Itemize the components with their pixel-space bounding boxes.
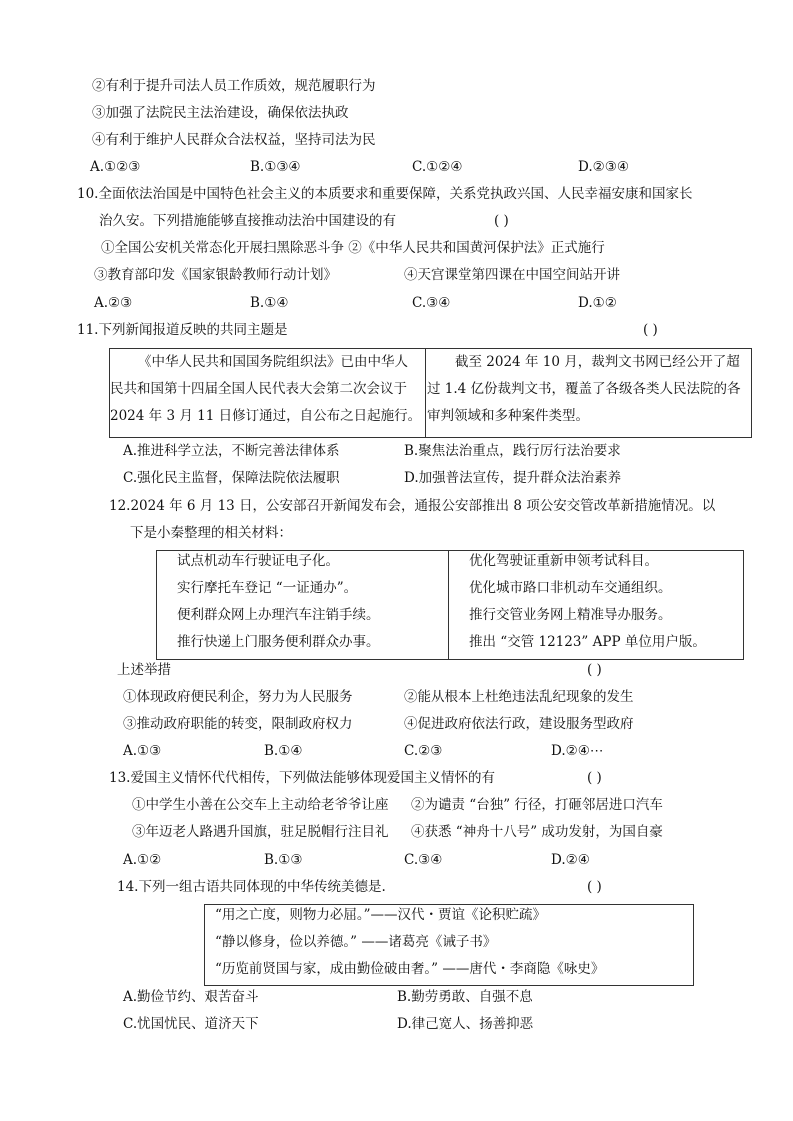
q9-option-a: A.①②③ [90, 159, 141, 175]
q11-option-d: D.加强普法宣传，提升群众法治素养 [404, 470, 622, 486]
q11-right-line3: 审判领域和多种案件类型。 [427, 408, 589, 424]
q10-item-3: ③教育部印发《国家银龄教师行动计划》 [94, 267, 337, 283]
q14-option-b: B.勤劳勇敢、自强不息 [397, 989, 533, 1005]
q9-option-c: C.①②④ [412, 159, 463, 175]
q13-item-1: ①中学生小善在公交车上主动给老爷爷让座 [132, 797, 389, 813]
q9-item-4: ④有利于维护人民群众合法权益，坚持司法为民 [92, 132, 376, 148]
q12-option-d: D.②④⋯ [551, 743, 604, 759]
q9-item-3: ③加强了法院民主法治建设，确保依法执政 [92, 105, 349, 121]
q12-option-b: B.①④ [264, 743, 303, 759]
q12-item-1: ①体现政府便民利企，努力为人民服务 [123, 689, 353, 705]
q12-item-3: ③推动政府职能的转变，限制政府权力 [123, 716, 353, 732]
q11-option-b: B.聚焦法治重点，践行厉行法治要求 [404, 443, 621, 459]
q12-left-line3: 便利群众网上办理汽车注销手续。 [177, 607, 380, 623]
q13-answer-paren: ( ) [587, 770, 602, 786]
q11-option-c: C.强化民主监督，保障法院依法履职 [123, 470, 340, 486]
q12-right-line3: 推行交管业务网上精准导办服务。 [469, 607, 672, 623]
q10-option-a: A.②③ [94, 295, 133, 311]
q14-quote-3: “历览前贤国与家，成由勤俭破由奢。” ——唐代・李商隐《咏史》 [215, 961, 605, 977]
q11-stem: 11.下列新闻报道反映的共同主题是 [77, 322, 288, 338]
q14-quote-1: “用之亡度，则物力必屈。”——汉代・贾谊《论积贮疏》 [215, 907, 547, 923]
q11-left-line2: 民共和国第十四届全国人民代表大会第二次会议于 [110, 381, 407, 397]
q11-option-a: A.推进科学立法，不断完善法律体系 [123, 443, 340, 459]
q13-item-2: ②为谴责 “台独” 行径，打砸邻居进口汽车 [411, 797, 663, 813]
q12-left-line4: 推行快递上门服务便利群众办事。 [177, 634, 380, 650]
q13-option-a: A.①② [123, 852, 162, 868]
q13-option-c: C.③④ [404, 852, 443, 868]
q14-answer-paren: ( ) [587, 879, 602, 895]
q14-option-a: A.勤俭节约、艰苦奋斗 [123, 989, 259, 1005]
q11-answer-paren: ( ) [643, 322, 658, 338]
q14-option-d: D.律己宽人、扬善抑恶 [397, 1016, 534, 1032]
q12-item-2: ②能从根本上杜绝违法乱纪现象的发生 [404, 689, 634, 705]
q12-left-line1: 试点机动车行驶证电子化。 [177, 553, 339, 569]
q11-box-divider [425, 349, 426, 437]
q9-item-2: ②有利于提升司法人员工作质效，规范履职行为 [92, 78, 376, 94]
q12-follow-up: 上述举措 [117, 662, 171, 678]
q12-right-line4: 推出 “交管 12123” APP 单位用户版。 [469, 634, 706, 650]
q12-option-a: A.①③ [123, 743, 162, 759]
q10-answer-paren: ( ) [494, 213, 509, 229]
q9-option-d: D.②③④ [578, 159, 629, 175]
q13-option-d: D.②④ [551, 852, 590, 868]
q14-option-c: C.忧国忧民、道济天下 [123, 1016, 259, 1032]
q10-stem-line2: 治久安。下列措施能够直接推动法治中国建设的有 [99, 213, 396, 229]
q11-left-line1: 《中华人民共和国国务院组织法》已由中华人 [138, 354, 408, 370]
q10-stem-line1: 10.全面依法治国是中国特色社会主义的本质要求和重要保障，关系党执政兴国、人民幸福安康和国家长 [77, 186, 693, 202]
q13-stem: 13.爱国主义情怀代代相传，下列做法能够体现爱国主义情怀的有 [109, 770, 495, 786]
q11-news-box [109, 348, 752, 438]
q12-box-divider [448, 551, 449, 659]
q12-item-4: ④促进政府依法行政，建设服务型政府 [404, 716, 634, 732]
q12-right-line1: 优化驾驶证重新申领考试科目。 [469, 553, 658, 569]
q12-stem-line1: 12.2024 年 6 月 13 日，公安部召开新闻发布会，通报公安部推出 8 项公安交管改革新措施情况。以 [109, 498, 716, 514]
q10-option-c: C.③④ [412, 295, 451, 311]
q13-option-b: B.①③ [264, 852, 303, 868]
q11-left-line3: 2024 年 3 月 11 日修订通过，自公布之日起施行。 [110, 408, 422, 424]
q12-right-line2: 优化城市路口非机动车交通组织。 [469, 580, 672, 596]
q10-item-4: ④天宫课堂第四课在中国空间站开讲 [404, 267, 620, 283]
q14-quotes-box [204, 904, 694, 986]
q11-right-line1: 截至 2024 年 10 月，裁判文书网已经公开了超 [455, 354, 740, 370]
q9-option-b: B.①③④ [250, 159, 301, 175]
q12-answer-paren: ( ) [587, 662, 602, 678]
q13-item-4: ④获悉 “神舟十八号” 成功发射，为国自豪 [411, 824, 663, 840]
q12-left-line2: 实行摩托车登记 “一证通办”。 [177, 580, 358, 596]
q11-right-line2: 过 1.4 亿份裁判文书，覆盖了各级各类人民法院的各 [427, 381, 741, 397]
q14-quote-2: “静以修身，俭以养德。” ——诸葛亮《诫子书》 [215, 934, 497, 950]
q12-option-c: C.②③ [404, 743, 443, 759]
q10-option-b: B.①④ [250, 295, 289, 311]
q14-stem: 14.下列一组古语共同体现的中华传统美德是. [117, 879, 386, 895]
q10-items-1-2: ①全国公安机关常态化开展扫黑除恶斗争 ②《中华人民共和国黄河保护法》正式施行 [101, 240, 605, 256]
q13-item-3: ③年迈老人路遇升国旗，驻足脱帽行注目礼 [132, 824, 389, 840]
q10-option-d: D.①② [578, 295, 617, 311]
q12-material-box [156, 550, 744, 660]
q12-stem-line2: 下是小秦整理的相关材料： [130, 525, 292, 541]
